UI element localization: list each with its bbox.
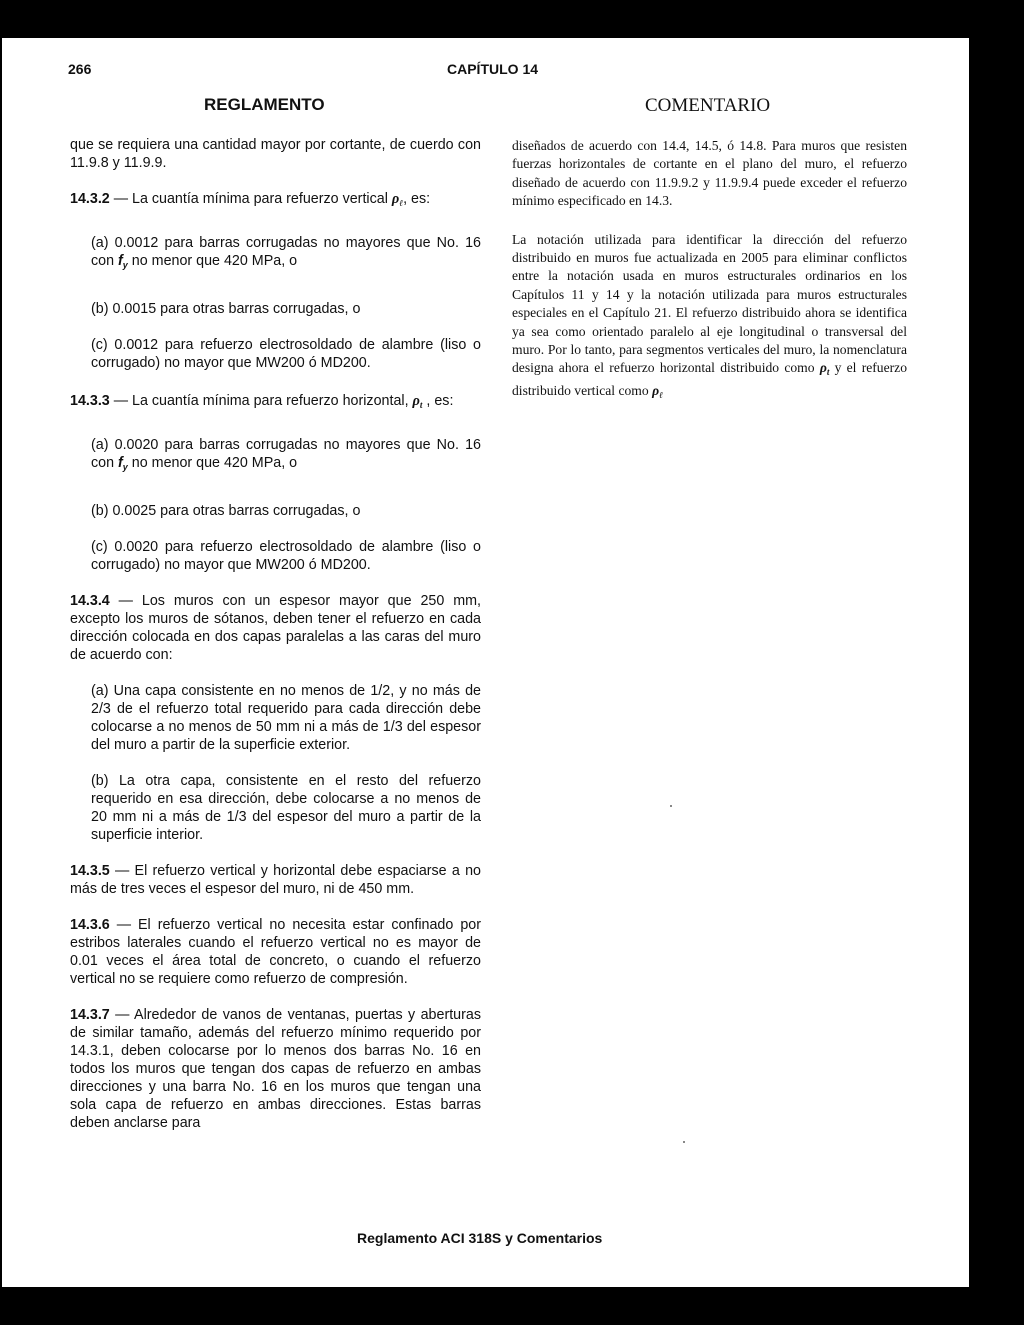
- comentario-paragraph-1: diseñados de acuerdo con 14.4, 14.5, ó 14.8. Para muros que resisten fuerzas horizontales de cortante en el plano del muro, el refuerzo diseñado de acuerdo con 11.9.9.2 y 11.9.9.4 puede exceder el refuerzo mínimo especificado en 14.3.: [512, 138, 907, 209]
- section-number: 14.3.4: [70, 593, 110, 609]
- section-number: 14.3.7: [70, 1007, 110, 1023]
- chapter-title: CAPÍTULO 14: [447, 61, 539, 77]
- reglamento-heading: REGLAMENTO: [204, 95, 325, 114]
- section-14-3-6: 14.3.6 — El refuerzo vertical no necesita estar confinado por estribos laterales cuando el refuerzo vertical no es mayor de 0.01 veces el área total de concreto, o cuando el refuerzo vertical no se requiere como refuerzo de compresión.: [70, 917, 481, 987]
- reglamento-column: [70, 136, 481, 1150]
- rho-l-symbol: $\rho_\ell$: [391, 191, 404, 208]
- section-number: 14.3.5: [70, 863, 110, 879]
- list-item: (b) 0.0025 para otras barras corrugadas, o: [91, 503, 361, 519]
- list-item: (a) 0.0012 para barras corrugadas no mayores que No. 16 con $f_y$ no menor que 420 MPa, o: [91, 235, 481, 270]
- section-number: 14.3.3: [70, 393, 110, 409]
- comentario-paragraph-2: La notación utilizada para identificar la dirección del refuerzo distribuido en muros fue actualizada en 2005 para eliminar conflictos entre la notación usada en muros estructurales ordinarios en los Capítulos 11 y 14 y la notación utilizada para muros estructurales especiales en el Capítulo 21. El refuerzo distribuido ahora se identifica ya sea como orientado paralelo al eje longitudinal o transversal del muro. Por lo tanto, para segmentos verticales del muro, la nomenclatura designa ahora el refuerzo horizontal distribuido como $\rho_t$ y el refuerzo distribuido vertical como $\rho_\ell$: [512, 231, 907, 400]
- list-item: (b) 0.0015 para otras barras corrugadas, o: [91, 301, 361, 317]
- list-item: (c) 0.0020 para refuerzo electrosoldado de alambre (liso o corrugado) no mayor que MW200 ó MD200.: [91, 539, 481, 573]
- section-number: 14.3.2: [70, 191, 110, 207]
- section-14-3-5: 14.3.5 — El refuerzo vertical y horizontal debe espaciarse a no más de tres veces el espesor del muro, ni de 450 mm.: [70, 863, 481, 897]
- rho-t-symbol: $\rho_t$: [412, 393, 423, 410]
- comentario-column: [512, 137, 907, 404]
- section-14-3-4: 14.3.4 — Los muros con un espesor mayor que 250 mm, excepto los muros de sótanos, deben tener el refuerzo en cada dirección colocada en dos capas paralelas a las caras del muro de acuerdo con:: [70, 593, 481, 663]
- list-item: (b) La otra capa, consistente en el resto del refuerzo requerido en esa dirección, debe colocarse a no menos de 20 mm ni a más de 1/3 del espesor del muro a partir de la superficie interior.: [91, 773, 481, 843]
- section-14-3-2: 14.3.2 — La cuantía mínima para refuerzo vertical $\rho_\ell$, es:: [70, 191, 431, 208]
- scan-speck: [670, 805, 672, 807]
- reglamento-intro: que se requiera una cantidad mayor por cortante, de cuerdo con 11.9.8 y 11.9.9.: [70, 137, 481, 171]
- fy-symbol: $f_y$: [118, 455, 128, 472]
- rho-t-symbol: $\rho_t$: [819, 360, 830, 378]
- section-number: 14.3.6: [70, 917, 110, 933]
- scan-speck: [683, 1141, 685, 1143]
- comentario-heading: COMENTARIO: [645, 95, 771, 116]
- section-14-3-3: 14.3.3 — La cuantía mínima para refuerzo horizontal, $\rho_t$ , es:: [70, 393, 454, 410]
- page-footer: Reglamento ACI 318S y Comentarios: [357, 1230, 603, 1246]
- fy-symbol: $f_y$: [118, 253, 128, 270]
- rho-l-symbol: $\rho_\ell$: [652, 382, 663, 400]
- list-item: (a) Una capa consistente en no menos de 1/2, y no más de 2/3 de el refuerzo total requerido para cada dirección debe colocarse a no menos de 50 mm ni a más de 1/3 del espesor del muro a partir de la superficie exterior.: [91, 683, 481, 753]
- section-14-3-7: 14.3.7 — Alrededor de vanos de ventanas, puertas y aberturas de similar tamaño, además del refuerzo mínimo requerido por 14.3.1, deben colocarse por lo menos dos barras No. 16 en todos los muros que tengan dos capas de refuerzo en ambas direcciones y una barra No. 16 en los muros que tengan una sola capa de refuerzo en ambas direcciones. Estas barras deben anclarse para: [70, 1007, 481, 1131]
- list-item: (c) 0.0012 para refuerzo electrosoldado de alambre (liso o corrugado) no mayor que MW200 ó MD200.: [91, 337, 481, 371]
- list-item: (a) 0.0020 para barras corrugadas no mayores que No. 16 con $f_y$ no menor que 420 MPa, o: [91, 437, 481, 472]
- page-number: 266: [68, 61, 92, 77]
